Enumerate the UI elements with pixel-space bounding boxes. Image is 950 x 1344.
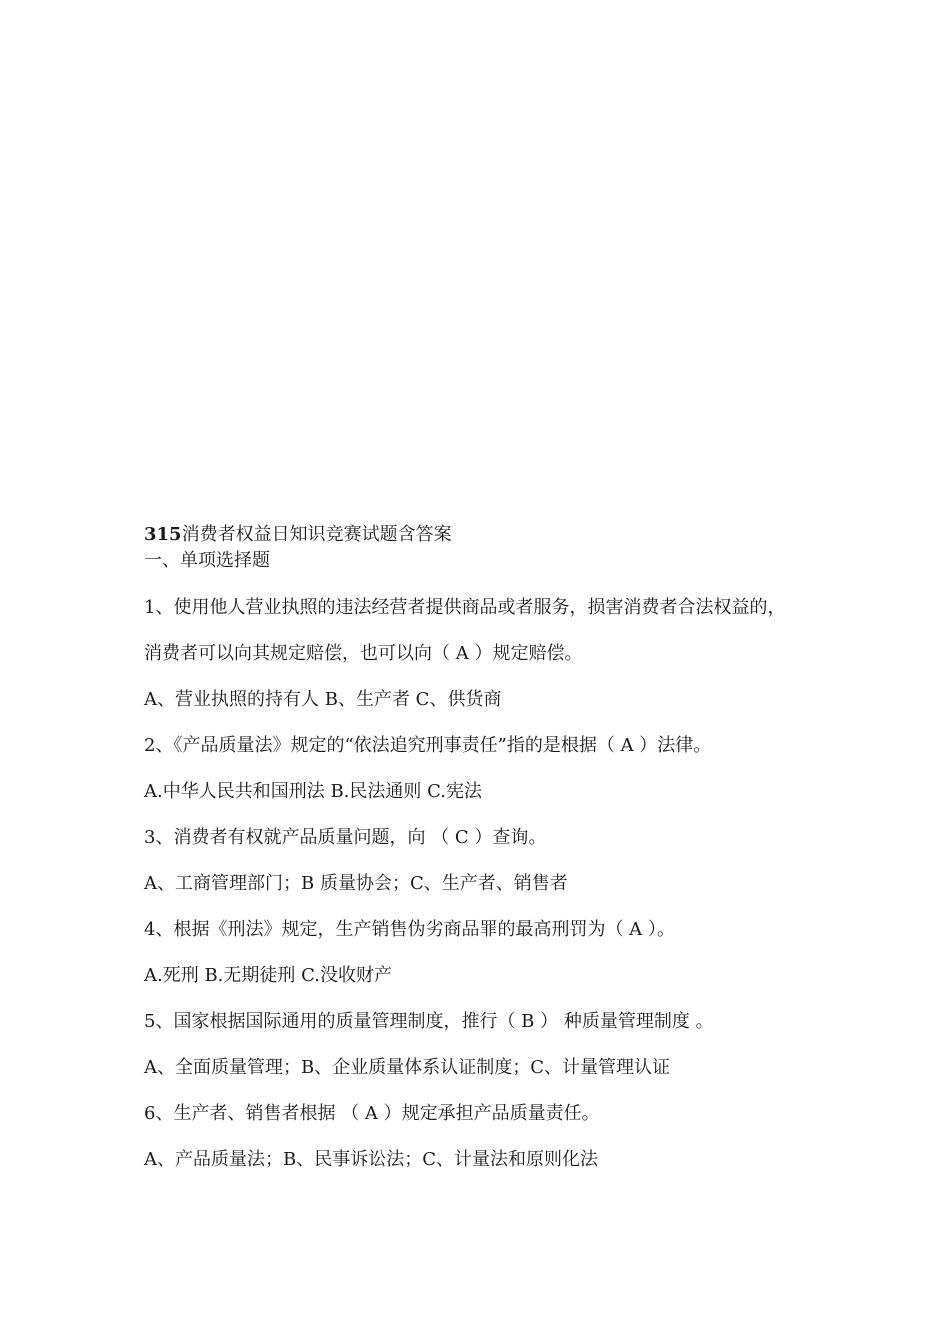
question-1-line-1: 1、使用他人营业执照的违法经营者提供商品或者服务，损害消费者合法权益的， bbox=[144, 597, 786, 618]
question-3-options: A、工商管理部门；B 质量协会；C、生产者、销售者 bbox=[144, 873, 568, 894]
question-4: 4、根据《刑法》规定，生产销售伪劣商品罪的最高刑罚为（ A ）。 bbox=[144, 919, 675, 940]
question-2-options: A.中华人民共和国刑法 B.民法通则 C.宪法 bbox=[144, 781, 482, 802]
document-title bbox=[144, 522, 844, 548]
question-6: 6、生产者、销售者根据 （ A ）规定承担产品质量责任。 bbox=[144, 1103, 600, 1124]
document-body bbox=[144, 522, 844, 1172]
question-5: 5、国家根据国际通用的质量管理制度，推行（ B ） 种质量管理制度 。 bbox=[144, 1011, 714, 1032]
question-6-options: A、产品质量法；B、民事诉讼法；C、计量法和原则化法 bbox=[144, 1149, 598, 1170]
title-text: 消费者权益日知识竞赛试题含答案 bbox=[181, 524, 452, 545]
question-1-options: A、营业执照的持有人 B、生产者 C、供货商 bbox=[144, 689, 502, 710]
section-heading: 一、单项选择题 bbox=[144, 550, 270, 571]
question-3: 3、消费者有权就产品质量问题，向 （ C ）查询。 bbox=[144, 827, 547, 848]
question-1-line-2: 消费者可以向其规定赔偿，也可以向（ A ）规定赔偿。 bbox=[144, 643, 583, 664]
question-4-options: A.死刑 B.无期徒刑 C.没收财产 bbox=[144, 965, 392, 986]
question-2: 2、《产品质量法》规定的“依法追究刑事责任”指的是根据（ A ）法律。 bbox=[144, 735, 712, 756]
question-5-options: A、全面质量管理；B、企业质量体系认证制度；C、计量管理认证 bbox=[144, 1057, 670, 1078]
title-number: 315 bbox=[144, 524, 182, 545]
